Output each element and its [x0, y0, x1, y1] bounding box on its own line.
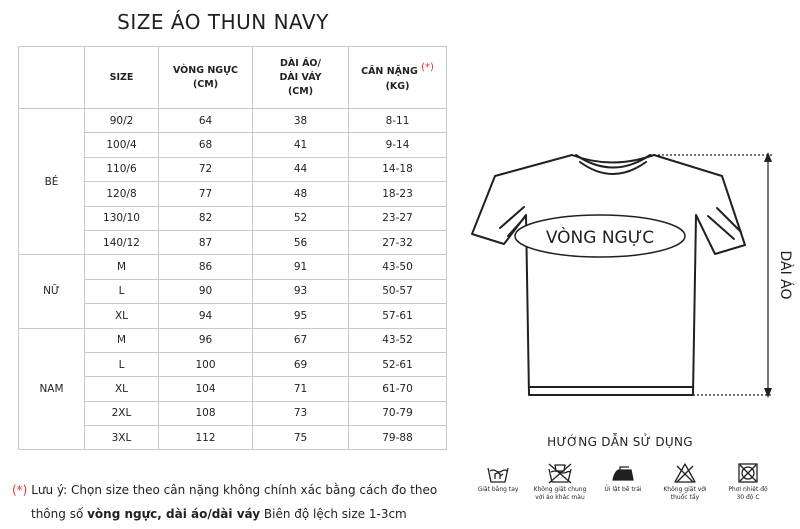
cell-weight: 61-70 — [349, 377, 447, 401]
note-mark: (*) — [12, 483, 28, 497]
cell-chest: 96 — [159, 328, 253, 352]
cell-chest: 100 — [159, 352, 253, 376]
cell-length: 56 — [253, 230, 349, 254]
cell-chest: 86 — [159, 255, 253, 279]
cell-weight: 14-18 — [349, 157, 447, 181]
cell-size: XL — [85, 304, 159, 328]
cell-size: 90/2 — [85, 109, 159, 133]
no-wash-together-icon — [547, 462, 573, 484]
cell-length: 41 — [253, 133, 349, 157]
cell-chest: 94 — [159, 304, 253, 328]
care-item-dry-heat: Phơi nhiệt độ 30 độ C — [716, 462, 780, 501]
cell-size: 3XL — [85, 426, 159, 450]
required-mark: (*) — [421, 62, 434, 74]
tshirt-outline-icon — [472, 155, 745, 395]
header-size: SIZE — [85, 47, 159, 109]
care-item-hand-wash: Giặt bằng tay — [466, 462, 530, 494]
cell-size: 140/12 — [85, 230, 159, 254]
header-chest: VÒNG NGỰC (CM) — [159, 47, 253, 109]
cell-weight: 70-79 — [349, 401, 447, 425]
cell-size: 120/8 — [85, 182, 159, 206]
cell-weight: 8-11 — [349, 109, 447, 133]
size-note — [12, 478, 452, 526]
note-line-1: (*) Lưu ý: Chọn size theo cân nặng không chính xác bằng cách đo theo — [12, 483, 438, 497]
arrow-down-icon — [764, 388, 772, 398]
cell-chest: 64 — [159, 109, 253, 133]
cell-length: 44 — [253, 157, 349, 181]
cell-weight: 18-23 — [349, 182, 447, 206]
cell-weight: 79-88 — [349, 426, 447, 450]
cell-length: 75 — [253, 426, 349, 450]
cell-length: 71 — [253, 377, 349, 401]
cell-length: 93 — [253, 279, 349, 303]
cell-size: 100/4 — [85, 133, 159, 157]
header-length: DÀI ÁO/ DÀI VÁY (CM) — [253, 47, 349, 109]
page-title: SIZE ÁO THUN NAVY — [117, 10, 329, 34]
cell-chest: 108 — [159, 401, 253, 425]
arrow-up-icon — [764, 152, 772, 162]
cell-size: M — [85, 255, 159, 279]
cell-weight: 27-32 — [349, 230, 447, 254]
cell-size: 130/10 — [85, 206, 159, 230]
cell-chest: 90 — [159, 279, 253, 303]
note-line-2: thông số vòng ngực, dài áo/dài váy Biên độ lệch size 1-3cm — [31, 507, 407, 521]
cell-length: 67 — [253, 328, 349, 352]
cell-weight: 23-27 — [349, 206, 447, 230]
cell-weight: 43-50 — [349, 255, 447, 279]
cell-weight: 52-61 — [349, 352, 447, 376]
table-row — [19, 328, 447, 352]
cell-chest: 87 — [159, 230, 253, 254]
cell-chest: 68 — [159, 133, 253, 157]
dry-heat-icon — [737, 462, 759, 484]
cell-size: 2XL — [85, 401, 159, 425]
cell-weight: 57-61 — [349, 304, 447, 328]
group-label-be: BÉ — [19, 109, 85, 255]
cell-chest: 72 — [159, 157, 253, 181]
care-item-no-bleach: Không giặt với thuốc tẩy — [653, 462, 717, 501]
table-row — [19, 109, 447, 133]
size-table — [18, 46, 447, 450]
cell-chest: 104 — [159, 377, 253, 401]
no-bleach-icon — [673, 462, 697, 484]
cell-length: 38 — [253, 109, 349, 133]
cell-length: 95 — [253, 304, 349, 328]
care-guide-title: HƯỚNG DẪN SỬ DỤNG — [547, 435, 693, 449]
cell-length: 73 — [253, 401, 349, 425]
group-label-nam: NAM — [19, 328, 85, 450]
cell-length: 91 — [253, 255, 349, 279]
cell-size: 110/6 — [85, 157, 159, 181]
cell-size: L — [85, 352, 159, 376]
cell-length: 48 — [253, 182, 349, 206]
tshirt-measurement-diagram — [460, 140, 793, 410]
header-weight: CÂN NẶNG (*) (KG) — [349, 47, 447, 109]
cell-size: L — [85, 279, 159, 303]
length-label: DÀI ÁO — [777, 250, 793, 300]
group-label-nu: NỮ — [19, 255, 85, 328]
cell-length: 52 — [253, 206, 349, 230]
cell-weight: 50-57 — [349, 279, 447, 303]
header-group — [19, 47, 85, 109]
cell-weight: 43-52 — [349, 328, 447, 352]
cell-size: M — [85, 328, 159, 352]
cell-chest: 82 — [159, 206, 253, 230]
table-row — [19, 255, 447, 279]
hand-wash-icon — [487, 462, 509, 484]
cell-chest: 112 — [159, 426, 253, 450]
chest-label: VÒNG NGỰC — [545, 228, 655, 248]
cell-length: 69 — [253, 352, 349, 376]
cell-size: XL — [85, 377, 159, 401]
table-header-row — [19, 47, 447, 109]
care-item-iron-reverse: Ủi lật bề trái — [591, 462, 655, 494]
cell-chest: 77 — [159, 182, 253, 206]
care-item-no-wash-together: Không giặt chung với áo khác màu — [528, 462, 592, 501]
iron-reverse-icon — [611, 462, 635, 484]
cell-weight: 9-14 — [349, 133, 447, 157]
